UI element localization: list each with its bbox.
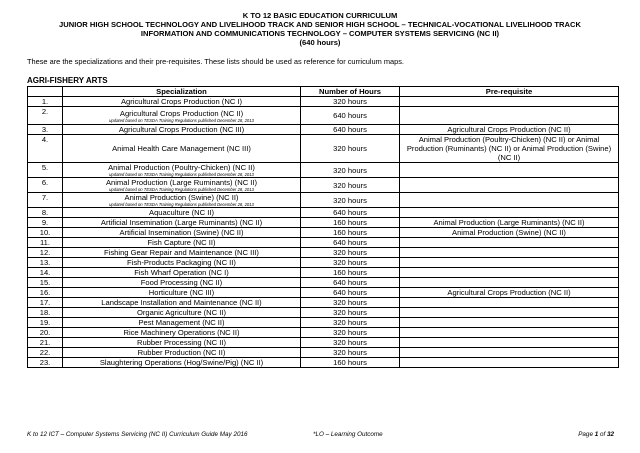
row-number: 16. bbox=[28, 288, 63, 298]
row-prerequisite: Agricultural Crops Production (NC II) bbox=[400, 288, 619, 298]
row-prerequisite bbox=[400, 193, 619, 208]
specialization-name: Rubber Production (NC II) bbox=[137, 348, 226, 357]
table-row bbox=[28, 97, 619, 107]
row-number: 21. bbox=[28, 338, 63, 348]
specialization-name: Fish-Products Packaging (NC II) bbox=[127, 258, 236, 267]
row-number: 22. bbox=[28, 348, 63, 358]
row-hours: 640 hours bbox=[301, 288, 400, 298]
table-row bbox=[28, 135, 619, 163]
row-specialization bbox=[63, 107, 301, 125]
row-number: 18. bbox=[28, 308, 63, 318]
row-prerequisite bbox=[400, 238, 619, 248]
row-hours: 640 hours bbox=[301, 125, 400, 135]
table-row bbox=[28, 348, 619, 358]
row-number: 7. bbox=[28, 193, 63, 208]
row-prerequisite bbox=[400, 278, 619, 288]
row-number: 4. bbox=[28, 135, 63, 163]
specialization-name: Animal Production (Large Ruminants) (NC II) bbox=[105, 178, 258, 187]
row-hours: 320 hours bbox=[301, 328, 400, 338]
doc-subtitle: JUNIOR HIGH SCHOOL TECHNOLOGY AND LIVELIHOOD TRACK AND SENIOR HIGH SCHOOL – TECHNICAL-VOCATIONAL LIVELIHOOD TRACK bbox=[59, 20, 581, 29]
col-header-number bbox=[28, 87, 63, 97]
section-title: AGRI-FISHERY ARTS bbox=[27, 76, 108, 85]
update-note: updated based on TESDA Training Regulations published December 28, 2013 bbox=[109, 187, 254, 192]
row-specialization bbox=[63, 193, 301, 208]
table-body bbox=[28, 97, 619, 368]
row-number: 13. bbox=[28, 258, 63, 268]
row-prerequisite bbox=[400, 258, 619, 268]
intro-text: These are the specializations and their pre-requisites. These lists should be used as reference for curriculum maps. bbox=[27, 57, 404, 66]
row-specialization bbox=[63, 218, 301, 228]
specialization-name: Slaughtering Operations (Hog/Swine/Pig) (NC II) bbox=[99, 358, 264, 367]
table-row bbox=[28, 318, 619, 328]
row-specialization bbox=[63, 308, 301, 318]
update-note: updated based on TESDA Training Regulations published December 28, 2013 bbox=[109, 117, 254, 123]
row-number: 10. bbox=[28, 228, 63, 238]
row-specialization bbox=[63, 348, 301, 358]
row-specialization bbox=[63, 358, 301, 368]
specialization-name: Food Processing (NC II) bbox=[140, 278, 223, 287]
table-row bbox=[28, 258, 619, 268]
row-number: 2. bbox=[28, 107, 63, 125]
specialization-name: Rubber Processing (NC II) bbox=[136, 338, 227, 347]
specialization-name: Aquaculture (NC II) bbox=[149, 208, 214, 217]
row-specialization bbox=[63, 268, 301, 278]
footer-page-number bbox=[578, 431, 614, 438]
row-number: 20. bbox=[28, 328, 63, 338]
row-prerequisite bbox=[400, 208, 619, 218]
row-specialization bbox=[63, 97, 301, 107]
specialization-name: Animal Production (Swine) (NC II) bbox=[124, 193, 239, 202]
row-specialization bbox=[63, 338, 301, 348]
row-number: 23. bbox=[28, 358, 63, 368]
specialization-name: Agricultural Crops Production (NC III) bbox=[118, 125, 245, 134]
row-hours: 320 hours bbox=[301, 193, 400, 208]
row-hours: 320 hours bbox=[301, 298, 400, 308]
row-prerequisite bbox=[400, 248, 619, 258]
row-number: 14. bbox=[28, 268, 63, 278]
row-specialization bbox=[63, 298, 301, 308]
specialization-name: Organic Agriculture (NC II) bbox=[136, 308, 227, 317]
specialization-name: Horticulture (NC III) bbox=[148, 288, 215, 297]
row-specialization bbox=[63, 178, 301, 193]
row-specialization bbox=[63, 135, 301, 163]
row-prerequisite bbox=[400, 358, 619, 368]
table-row bbox=[28, 298, 619, 308]
row-hours: 640 hours bbox=[301, 208, 400, 218]
row-hours: 320 hours bbox=[301, 135, 400, 163]
specialization-name: Pest Management (NC II) bbox=[138, 318, 225, 327]
table-row bbox=[28, 178, 619, 193]
row-hours: 160 hours bbox=[301, 268, 400, 278]
row-prerequisite: Animal Production (Poultry-Chicken) (NC II) or Animal Production (Ruminants) (NC II) or Animal Production (Swine) (NC II) bbox=[400, 135, 619, 163]
table-row bbox=[28, 228, 619, 238]
row-hours: 640 hours bbox=[301, 278, 400, 288]
specialization-table bbox=[27, 86, 619, 368]
table-row bbox=[28, 268, 619, 278]
table-row bbox=[28, 278, 619, 288]
table-header-row bbox=[28, 87, 619, 97]
doc-program: INFORMATION AND COMMUNICATIONS TECHNOLOGY – COMPUTER SYSTEMS SERVICING (NC II) bbox=[140, 29, 500, 38]
page-total: 32 bbox=[606, 431, 614, 438]
row-prerequisite bbox=[400, 107, 619, 125]
specialization-name: Fishing Gear Repair and Maintenance (NC III) bbox=[104, 248, 259, 257]
row-number: 3. bbox=[28, 125, 63, 135]
row-number: 11. bbox=[28, 238, 63, 248]
row-prerequisite bbox=[400, 97, 619, 107]
row-number: 6. bbox=[28, 178, 63, 193]
table-row bbox=[28, 288, 619, 298]
row-specialization bbox=[63, 318, 301, 328]
row-prerequisite bbox=[400, 318, 619, 328]
row-prerequisite bbox=[400, 268, 619, 278]
table-row bbox=[28, 208, 619, 218]
update-note: updated based on TESDA Training Regulations published December 28, 2013 bbox=[109, 202, 254, 207]
row-hours: 320 hours bbox=[301, 248, 400, 258]
row-hours: 160 hours bbox=[301, 358, 400, 368]
row-specialization bbox=[63, 328, 301, 338]
row-hours: 160 hours bbox=[301, 228, 400, 238]
row-number: 9. bbox=[28, 218, 63, 228]
col-header-prerequisite: Pre-requisite bbox=[400, 87, 619, 97]
specialization-name: Fish Capture (NC II) bbox=[147, 238, 216, 247]
table-row bbox=[28, 358, 619, 368]
table-row bbox=[28, 308, 619, 318]
row-number: 17. bbox=[28, 298, 63, 308]
row-hours: 320 hours bbox=[301, 163, 400, 178]
row-prerequisite bbox=[400, 178, 619, 193]
row-hours: 640 hours bbox=[301, 107, 400, 125]
row-specialization bbox=[63, 238, 301, 248]
row-number: 12. bbox=[28, 248, 63, 258]
table-row bbox=[28, 248, 619, 258]
specialization-name: Agricultural Crops Production (NC I) bbox=[120, 97, 243, 106]
page-current: 1 bbox=[594, 431, 599, 438]
table-row bbox=[28, 163, 619, 178]
footer-guide: K to 12 ICT – Computer Systems Servicing (NC II) Curriculum Guide May 2016 bbox=[27, 431, 248, 438]
row-prerequisite: Animal Production (Swine) (NC II) bbox=[400, 228, 619, 238]
doc-title: K TO 12 BASIC EDUCATION CURRICULUM bbox=[242, 11, 398, 20]
table-row bbox=[28, 238, 619, 248]
page-of: of bbox=[598, 431, 607, 438]
row-specialization bbox=[63, 248, 301, 258]
row-hours: 320 hours bbox=[301, 178, 400, 193]
row-prerequisite: Agricultural Crops Production (NC II) bbox=[400, 125, 619, 135]
row-hours: 320 hours bbox=[301, 97, 400, 107]
specialization-name: Rice Machinery Operations (NC II) bbox=[123, 328, 240, 337]
doc-hours: (640 hours) bbox=[299, 38, 341, 47]
table-row bbox=[28, 338, 619, 348]
specialization-name: Fish Wharf Operation (NC I) bbox=[134, 268, 229, 277]
row-specialization bbox=[63, 278, 301, 288]
col-header-hours: Number of Hours bbox=[301, 87, 400, 97]
row-number: 19. bbox=[28, 318, 63, 328]
table-row bbox=[28, 125, 619, 135]
row-number: 15. bbox=[28, 278, 63, 288]
page-prefix: Page bbox=[578, 431, 595, 438]
specialization-name: Animal Health Care Management (NC III) bbox=[112, 144, 251, 153]
specialization-name: Artificial Insemination (Large Ruminants) (NC II) bbox=[100, 218, 263, 227]
row-prerequisite: Animal Production (Large Ruminants) (NC II) bbox=[400, 218, 619, 228]
row-specialization bbox=[63, 258, 301, 268]
row-hours: 320 hours bbox=[301, 258, 400, 268]
footer-note: *LO – Learning Outcome bbox=[313, 431, 383, 438]
row-prerequisite bbox=[400, 338, 619, 348]
row-hours: 320 hours bbox=[301, 318, 400, 328]
row-prerequisite bbox=[400, 308, 619, 318]
row-specialization bbox=[63, 288, 301, 298]
table-row bbox=[28, 107, 619, 125]
row-specialization bbox=[63, 125, 301, 135]
row-hours: 320 hours bbox=[301, 338, 400, 348]
row-specialization bbox=[63, 163, 301, 178]
row-prerequisite bbox=[400, 163, 619, 178]
row-number: 1. bbox=[28, 97, 63, 107]
specialization-name: Artificial Insemination (Swine) (NC II) bbox=[119, 228, 244, 237]
update-note: updated based on TESDA Training Regulations published December 28, 2013 bbox=[109, 172, 254, 177]
row-hours: 320 hours bbox=[301, 308, 400, 318]
row-specialization bbox=[63, 228, 301, 238]
table-row bbox=[28, 328, 619, 338]
row-prerequisite bbox=[400, 348, 619, 358]
row-hours: 160 hours bbox=[301, 218, 400, 228]
col-header-specialization: Specialization bbox=[63, 87, 301, 97]
specialization-name: Agricultural Crops Production (NC II) bbox=[119, 108, 244, 118]
specialization-name: Animal Production (Poultry-Chicken) (NC II) bbox=[108, 163, 255, 172]
table-row bbox=[28, 193, 619, 208]
row-number: 5. bbox=[28, 163, 63, 178]
row-hours: 640 hours bbox=[301, 238, 400, 248]
row-number: 8. bbox=[28, 208, 63, 218]
row-hours: 320 hours bbox=[301, 348, 400, 358]
row-specialization bbox=[63, 208, 301, 218]
specialization-name: Landscape Installation and Maintenance (NC II) bbox=[101, 298, 262, 307]
row-prerequisite bbox=[400, 328, 619, 338]
row-prerequisite bbox=[400, 298, 619, 308]
table-row bbox=[28, 218, 619, 228]
